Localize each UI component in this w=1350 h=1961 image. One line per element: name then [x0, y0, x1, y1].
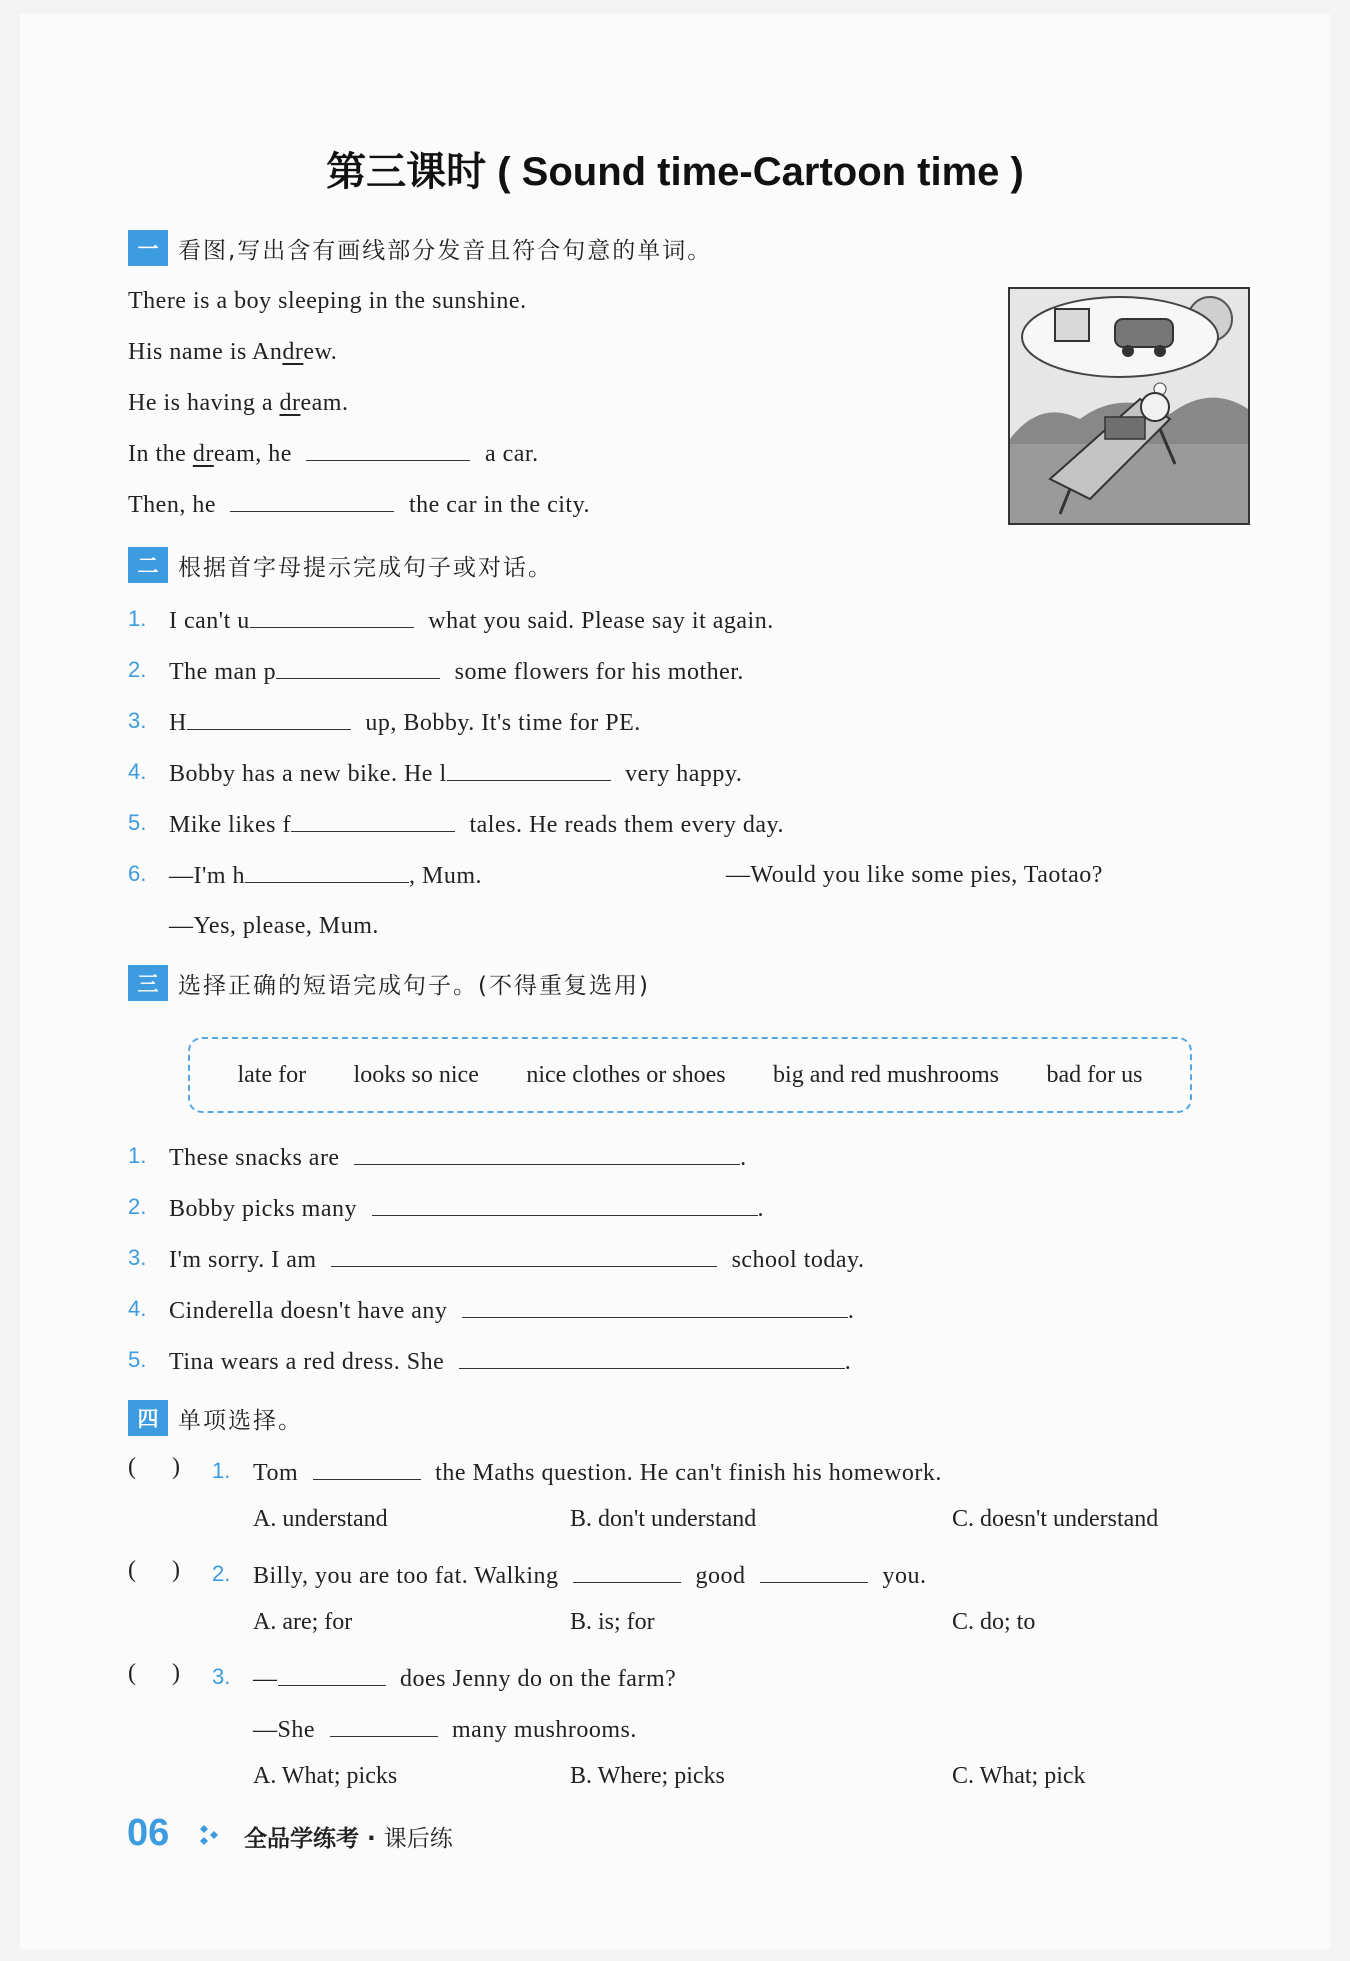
- answer-blank[interactable]: [330, 1712, 438, 1737]
- answer-blank[interactable]: [459, 1344, 845, 1369]
- answer-blank[interactable]: [291, 807, 455, 832]
- page-number: 06: [127, 1812, 170, 1854]
- section-3-badge: 三: [128, 965, 168, 1001]
- section-2-heading: [128, 545, 553, 585]
- phrase-option: looks so nice: [353, 1061, 479, 1088]
- answer-blank[interactable]: [372, 1191, 758, 1216]
- section-4-heading: [128, 1398, 303, 1438]
- s2-sentence-2: The man p some flowers for his mother.: [169, 654, 744, 689]
- s1-line-1: There is a boy sleeping in the sunshine.: [128, 288, 527, 314]
- answer-parens[interactable]: ( ): [128, 1557, 180, 1583]
- s2-sentence-6-reply: —Yes, please, Mum.: [169, 913, 379, 939]
- section-3-title: 选择正确的短语完成句子。(不得重复选用): [178, 972, 650, 999]
- publisher-brand: 全品学练考 · 课后练: [244, 1826, 453, 1852]
- section-1-title: 看图,写出含有画线部分发音且符合句意的单词。: [178, 237, 713, 264]
- item-number: 1.: [128, 606, 147, 631]
- answer-blank[interactable]: [573, 1558, 681, 1583]
- item-number: 3.: [128, 1245, 147, 1270]
- section-3-heading: [128, 963, 650, 1003]
- s1-line-4: In the dream, he a car.: [128, 436, 539, 471]
- section-4-badge: 四: [128, 1400, 168, 1436]
- item-number: 2.: [128, 657, 147, 682]
- q3-option-b[interactable]: B. Where; picks: [570, 1763, 725, 1789]
- question-number: 1.: [212, 1458, 231, 1483]
- s1-line-5: Then, he the car in the city.: [128, 487, 590, 522]
- answer-blank[interactable]: [760, 1558, 868, 1583]
- q3-stem-line-2: —She many mushrooms.: [253, 1712, 637, 1747]
- page-title: 第三课时 ( Sound time-Cartoon time ): [326, 150, 1024, 194]
- answer-blank[interactable]: [306, 436, 470, 461]
- q2-option-c[interactable]: C. do; to: [952, 1609, 1036, 1635]
- answer-blank[interactable]: [245, 858, 409, 883]
- s1-line-2: His name is Andrew.: [128, 339, 338, 365]
- q1-option-b[interactable]: B. don't understand: [570, 1506, 757, 1532]
- s3-sentence-1: These snacks are .: [169, 1140, 747, 1175]
- s2-sentence-6-dialogue: —Would you like some pies, Taotao?: [726, 862, 1103, 888]
- answer-blank[interactable]: [447, 756, 611, 781]
- answer-blank[interactable]: [278, 1661, 386, 1686]
- s3-sentence-4: Cinderella doesn't have any .: [169, 1293, 854, 1328]
- q2-stem: Billy, you are too fat. Walking good you.: [253, 1558, 927, 1593]
- q3-stem: — does Jenny do on the farm?: [253, 1661, 676, 1696]
- q1-stem: Tom the Maths question. He can't finish his homework.: [253, 1455, 942, 1490]
- item-number: 5.: [128, 1347, 147, 1372]
- s2-sentence-3: H up, Bobby. It's time for PE.: [169, 705, 641, 740]
- answer-blank[interactable]: [187, 705, 351, 730]
- item-number: 5.: [128, 810, 147, 835]
- question-number: 3.: [212, 1664, 231, 1689]
- answer-blank[interactable]: [250, 603, 414, 628]
- phrase-bank: [188, 1037, 1192, 1113]
- section-1-badge: 一: [128, 230, 168, 266]
- s2-sentence-1: I can't u what you said. Please say it again.: [169, 603, 774, 638]
- s3-sentence-3: I'm sorry. I am school today.: [169, 1242, 864, 1277]
- q1-option-c[interactable]: C. doesn't understand: [952, 1506, 1159, 1532]
- phrase-option: late for: [237, 1061, 307, 1088]
- section-2-badge: 二: [128, 547, 168, 583]
- question-number: 2.: [212, 1561, 231, 1586]
- answer-blank[interactable]: [354, 1140, 740, 1165]
- dream-illustration: [1008, 287, 1250, 525]
- answer-blank[interactable]: [331, 1242, 717, 1267]
- s2-sentence-6: —I'm h , Mum.: [169, 858, 482, 893]
- q3-option-a[interactable]: A. What; picks: [253, 1763, 398, 1789]
- phrase-option: big and red mushrooms: [773, 1061, 1000, 1088]
- q2-option-b[interactable]: B. is; for: [570, 1609, 655, 1635]
- item-number: 6.: [128, 861, 147, 886]
- section-2-title: 根据首字母提示完成句子或对话。: [178, 554, 553, 581]
- q1-option-a[interactable]: A. understand: [253, 1506, 388, 1532]
- item-number: 4.: [128, 1296, 147, 1321]
- item-number: 2.: [128, 1194, 147, 1219]
- q2-option-a[interactable]: A. are; for: [253, 1609, 353, 1635]
- s2-sentence-4: Bobby has a new bike. He l very happy.: [169, 756, 742, 791]
- phrase-option: bad for us: [1046, 1061, 1143, 1088]
- diamond-logo-icon: [198, 1823, 220, 1847]
- item-number: 4.: [128, 759, 147, 784]
- answer-parens[interactable]: ( ): [128, 1660, 180, 1686]
- answer-blank[interactable]: [462, 1293, 848, 1318]
- s3-sentence-5: Tina wears a red dress. She .: [169, 1344, 851, 1379]
- s2-sentence-5: Mike likes f tales. He reads them every day.: [169, 807, 784, 842]
- section-1-heading: [128, 228, 712, 268]
- answer-blank[interactable]: [313, 1455, 421, 1480]
- item-number: 3.: [128, 708, 147, 733]
- s1-line-3: He is having a dream.: [128, 390, 349, 416]
- phrase-option: nice clothes or shoes: [526, 1061, 726, 1088]
- answer-blank[interactable]: [276, 654, 440, 679]
- s3-sentence-2: Bobby picks many .: [169, 1191, 764, 1226]
- item-number: 1.: [128, 1143, 147, 1168]
- answer-blank[interactable]: [230, 487, 394, 512]
- q3-option-c[interactable]: C. What; pick: [952, 1763, 1086, 1789]
- section-4-title: 单项选择。: [178, 1407, 303, 1434]
- answer-parens[interactable]: ( ): [128, 1454, 180, 1480]
